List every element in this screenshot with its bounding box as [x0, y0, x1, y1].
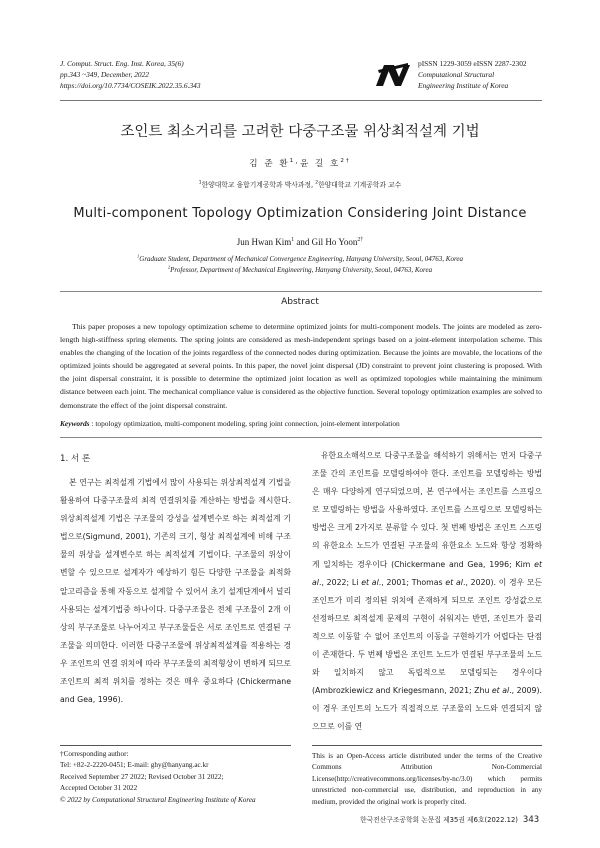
etal-1: et al: [312, 559, 542, 587]
abstract-top-divider: [60, 291, 542, 292]
etal-2: et al: [361, 577, 379, 587]
doi-line[interactable]: https://doi.org/10.7734/COSEIK.2022.35.6.343: [60, 81, 201, 91]
etal-3: et al: [445, 577, 463, 587]
footnote-copyright: © 2022 by Computational Structural Engineering Institute of Korea: [60, 795, 256, 804]
corresponding-author-footnote: [60, 749, 296, 806]
keywords-line: [60, 419, 542, 428]
author-2-ko: 윤 길 호: [299, 159, 341, 169]
section-1-heading: 1. 서 론: [60, 454, 91, 464]
abstract-heading: Abstract: [281, 297, 319, 307]
footnote-corr: †Corresponding author:: [60, 750, 129, 758]
body-paragraph-2: [312, 447, 542, 737]
affil-ko-1: 한양대학교 융합기계공학과 박사과정,: [201, 181, 316, 189]
abstract-bottom-divider: [60, 437, 542, 438]
author-and: and: [294, 237, 312, 247]
author-1-ko-sup: 1: [289, 158, 296, 165]
author-1-en-sup: 1: [291, 237, 295, 243]
affil-en-sup-2: 2: [167, 264, 171, 270]
institute-name-line-2: Engineering Institute of Korea: [418, 81, 509, 91]
page-number: 343: [522, 815, 540, 825]
affil-en-2: [0, 265, 600, 276]
korean-affiliations: [0, 179, 600, 189]
korean-title: 조인트 최소거리를 고려한 다중구조물 위상최적설계 기법: [120, 124, 480, 140]
author-separator: ·: [295, 159, 300, 169]
para2-part-b: ., 2022; Li: [318, 577, 362, 587]
body-paragraph-1: 본 연구는 최적설계 기법에서 많이 사용되는 위상최적설계 기법을 활용하여 다중구조물의 최적 연결위치를 계산하는 방법을 제시한다. 위상최적설계 기법은 구조물의 강성을 설계변수로 하는 최적설계 기법으로(Sigmund, 2001), 기존의 크기, 형상 최적설계에 비해 구조물의 위상을 설계변수로 하는 최적설계 기법이다. 구조물의 위상이 변할 수 있으므로 설계자가 예상하기 힘든 다양한 구조물을 최적화 알고리즘을 통해 자동으로 설계할 수 있어서 초기 설계단계에서 널리 사용되는 설계기법중 하나이다. 다중구조물은 전체 구조물이 2개 이상의 부구조물로 나누어지고 부구조물들은 서로 조인트로 연결된 구조물을 의미한다. 이러한 다중구조물에 위상최적설계를 적용하는 경우 조인트의 연결 위치에 따라 부구조물의 최적형상이 변하게 되므로 조인트의 최적 위치를 정하는 것은 매우 중요하다 (Chickermane and Gea, 1996).: [60, 478, 291, 705]
author-2-en-sup: 2†: [357, 237, 364, 243]
citation-line-2: pp.343 ~349, December, 2022: [60, 70, 149, 80]
english-authors: [0, 237, 600, 247]
page-footer: [360, 814, 539, 825]
footnote-received: Received September 27 2022; Revised October 31 2022;: [60, 772, 224, 781]
footnote-contact[interactable]: Tel: +82-2-2220-0451; E-mail: ghy@hanyang.ac.kr: [60, 761, 209, 770]
journal-citation-header: [60, 58, 201, 92]
header-divider: [60, 100, 542, 101]
footer-journal: 한국전산구조공학회 논문집 제35권 제6호(2022.12): [360, 816, 518, 824]
etal-4: et al: [491, 686, 510, 696]
korean-authors: [0, 157, 600, 169]
para2-part-c: ., 2001; Thomas: [378, 577, 446, 587]
issn-line: pISSN 1229-3059 eISSN 2287-2302: [418, 59, 527, 68]
institute-name-line-1: Computational Structural: [418, 70, 495, 80]
affil-ko-sup-2: 2: [315, 180, 319, 186]
author-2-ko-sup: 2†: [340, 158, 351, 165]
footnote-divider-left: [60, 745, 291, 746]
citation-line-1: J. Comput. Struct. Eng. Inst. Korea, 35(6): [60, 59, 184, 68]
abstract-body: This paper proposes a new topology optimization scheme to determine optimized joints for multi-component models. The joints are modeled as zero-length high-stiffness spring elements. The spring joints are considered as mesh-independent springs based on a joint-element interpolation scheme. This enables the changing of the location of the joints regardless of the connected nodes during optimization. Because the joints are movable, the locations of the optimized joints should be aggregated at several points. In this paper, the novel joint dispersal (JD) constraint to prevent joint clustering is proposed. With the joint dispersal constraint, it is possible to determine the optimized joint location as well as optimized topologies while maintaining the minimum distance between each joint. The mechanical compliance value is considered as the objective function. Several topology optimization examples are solved to demonstrate the effect of the joint dispersal constraint.: [60, 322, 542, 410]
footnote-divider-right: [312, 745, 542, 746]
author-2-en: Gil Ho Yoon: [311, 237, 358, 247]
affil-en-text-2: Professor, Department of Mechanical Engineering, Hanyang University, Seoul, 04763, Korea: [170, 265, 433, 274]
footnote-accepted: Accepted October 31 2022: [60, 784, 138, 793]
journal-logo-icon: [375, 59, 411, 89]
para2-part-e: ., 2009). 이 경우 조인트의 노드가 직접적으로 구조물의 노드와 연결되지 않으므로 이를 연: [312, 686, 542, 732]
author-1-ko: 김 준 환: [249, 159, 290, 169]
author-1-en: Jun Hwan Kim: [236, 237, 292, 247]
para2-part-d: ., 2020). 이 경우 모든 조인트가 미리 정의된 위치에 존재하게 되므로 조인트 강성값으로 선정하므로 최적설계 문제의 구현이 쉬워지는 반면, 조인트가 물리적으로 이동할 수 없어 조인트의 이동을 구현하기가 어렵다는 단점이 존재한다. 두 번째 방법은 조인트 노드가 연결된 부구조물의 노드와 일치하지 않고 독립적으로 모델링되는 경우이다(Ambrozkiewicz and Kriegesmann, 2021; Zhu: [312, 577, 542, 696]
affil-ko-sup-1: 1: [198, 180, 202, 186]
affil-en-1: [0, 254, 600, 265]
journal-issn-header: [418, 58, 527, 92]
english-title: Multi-component Topology Optimization Considering Joint Distance: [73, 206, 527, 221]
keywords-label: Keywords: [60, 419, 90, 428]
open-access-notice: This is an Open-Access article distributed under the terms of the Creative Commons Attribution Non-Commercial License(http://creativecommons.org/licenses/by-nc/3.0) which permits unrestricted non-commercial use, distribution, and reproduction in any medium, provided the original work is properly cited.: [312, 752, 542, 806]
keywords-text: : topology optimization, multi-component modeling, spring joint connection, joint-element interpolation: [89, 419, 400, 428]
affil-en-sup-1: 1: [136, 253, 140, 259]
para2-part-a: 유한요소해석으로 다중구조물을 해석하기 위해서는 먼저 다중구조물 간의 조인트를 모델링하여야 한다. 조인트를 모델링하는 방법은 매우 다양하게 연구되었으며, 본 연구에서는 조인트를 스프링으로 모델링하는 방법을 사용하였다. 조인트를 스프링으로 모델링하는 방법은 크게 2가지로 분류할 수 있다. 첫 번째 방법은 조인트 스프링의 유한요소 노드가 연결된 구조물의 유한요소 노드와 항상 정확하게 일치하는 경우이다 (Chickermane and Gea, 1996; Kim: [312, 451, 542, 569]
affil-en-text-1: Graduate Student, Department of Mechanical Convergence Engineering, Hanyang University, Seoul, 04763, Korea: [139, 255, 464, 263]
english-affiliations: [0, 254, 600, 275]
affil-ko-2: 한양대학교 기계공학과 교수: [318, 181, 402, 189]
